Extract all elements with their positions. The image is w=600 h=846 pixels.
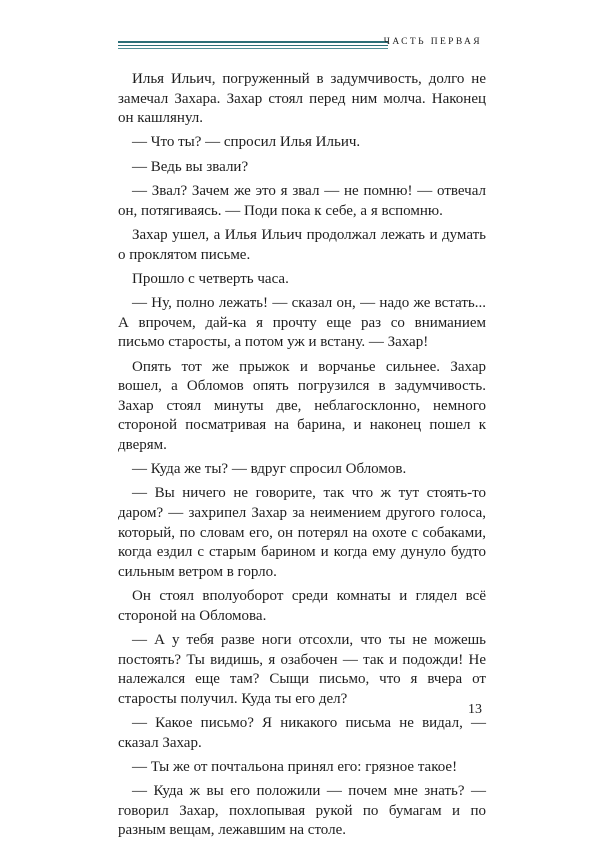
paragraph: — Вы ничего не говорите, так что ж тут стоять-то даром? — захрипел Захар за неимением другого голоса, который, по словам его, он потерял на охоте с собаками, когда ездил с старым барином и когда ему дунуло будто сильным ветром в горло. <box>118 485 486 580</box>
paragraph: — Какое письмо? Я никакого письма не видал, — сказал Захар. <box>118 715 486 751</box>
paragraph: Захар ушел, а Илья Ильич продолжал лежать и думать о проклятом письме. <box>118 226 486 263</box>
paragraph: — Ну, полно лежать! — сказал он, — надо же встать... А впрочем, дай-ка я прочту еще раз со вниманием письмо старосты, а потом уж и встану. — Захар! <box>118 295 486 351</box>
paragraph: Илья Ильич, погруженный в задумчивость, долго не замечал Захара. Захар стоял перед ним молча. Наконец он кашлянул. <box>118 71 486 127</box>
paragraph: — Ведь вы звали? <box>132 158 249 175</box>
text-block <box>118 70 486 846</box>
running-head: ЧАСТЬ ПЕРВАЯ <box>383 37 482 47</box>
paragraph: Прошло с четверть часа. <box>132 270 289 287</box>
header-rule-top <box>118 41 388 43</box>
paragraph: — Звал? Зачем же это я звал — не помню! — отвечал он, потягиваясь. — Поди пока к себе, а я вспомню. <box>118 183 486 219</box>
paragraph: — Что ты? — спросил Илья Ильич. <box>132 134 361 151</box>
paragraph: — А у тебя разве ноги отсохли, что ты не можешь постоять? Ты видишь, я озабочен — так и подожди! Не належался еще там? Сыщи письмо, что я вчера от старосты получил. Куда ты его дел? <box>118 632 486 707</box>
header-rule-bottom <box>118 48 388 49</box>
page-number: 13 <box>468 702 482 717</box>
paragraph: Он стоял вполуоборот среди комнаты и глядел всё стороной на Обломова. <box>118 588 486 624</box>
paragraph: — Куда ж вы его положили — почем мне знать? — говорил Захар, похлопывая рукой по бумагам и по разным вещам, лежавшим на столе. <box>118 783 486 839</box>
header-rule-middle <box>118 45 388 47</box>
paragraph: — Куда же ты? — вдруг спросил Обломов. <box>132 461 407 478</box>
paragraph: — Ты же от почтальона принял его: грязное такое! <box>132 758 458 775</box>
paragraph: Опять тот же прыжок и ворчанье сильнее. Захар вошел, а Обломов опять погрузился в задумчивость. Захар стоял минуты две, неблагосклонно, немного стороной посматривая на барина, и наконец пошел к дверям. <box>118 358 486 453</box>
